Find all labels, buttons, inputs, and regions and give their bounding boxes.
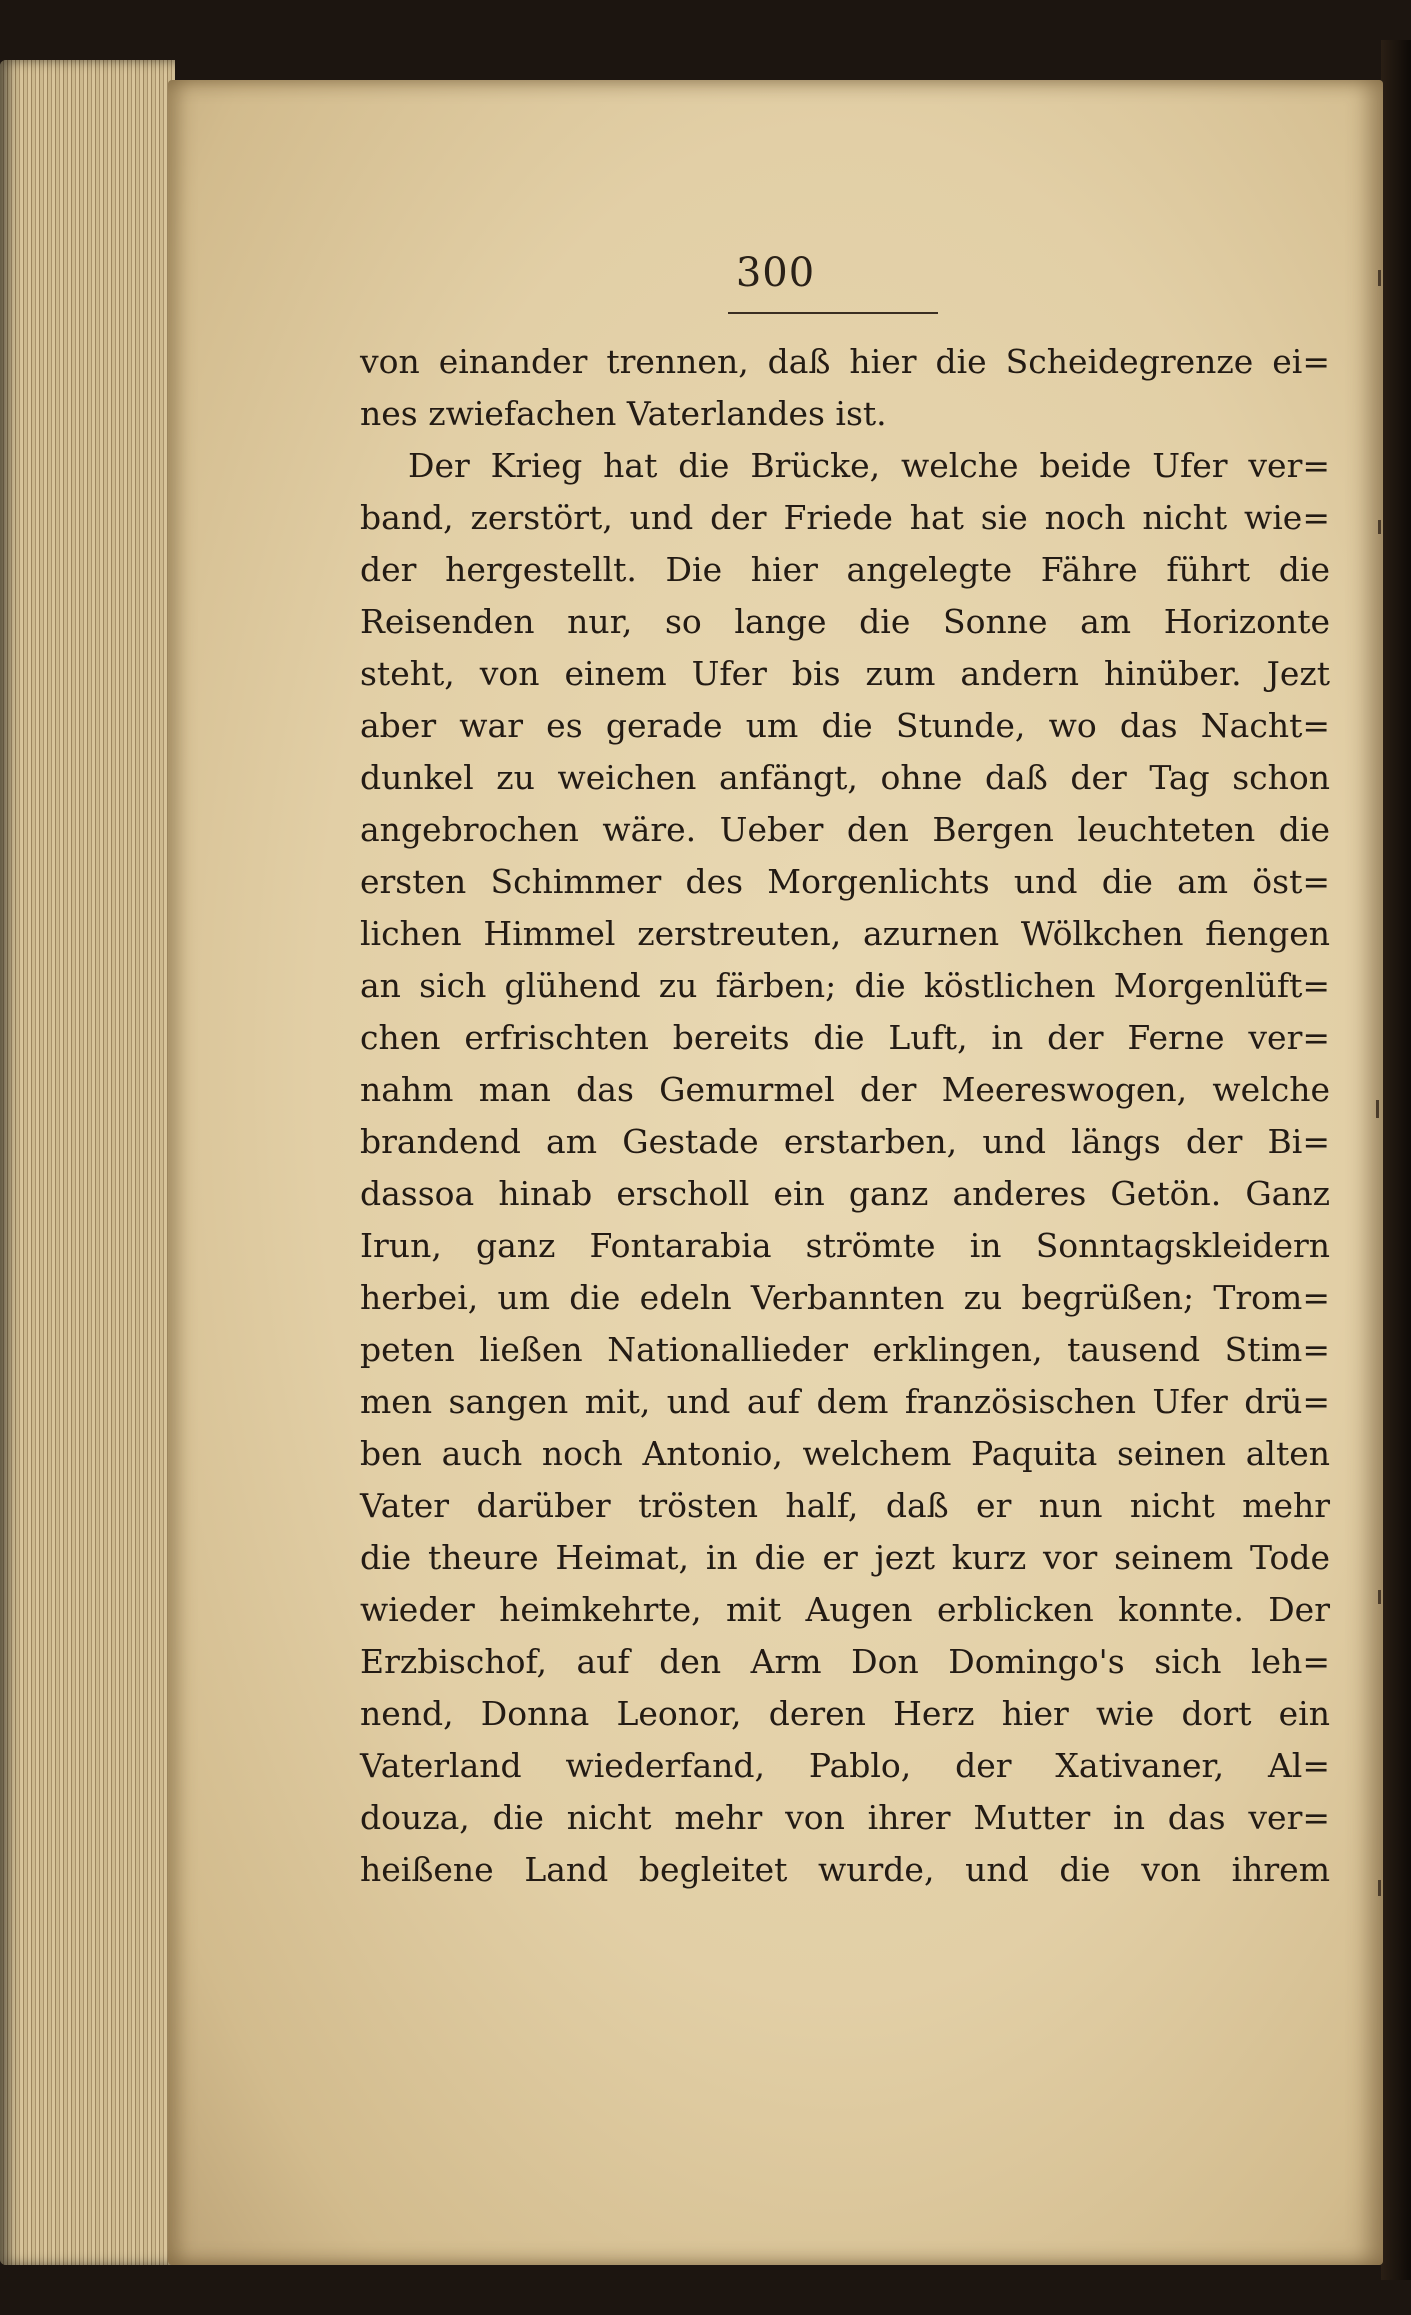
- text-line: peten ließen Nationallieder erklingen, tausend Stim=: [360, 1330, 1330, 1369]
- text-line: ersten Schimmer des Morgenlichts und die am öst=: [360, 862, 1330, 901]
- text-line: heißene Land begleitet wurde, und die von ihrem: [360, 1850, 1330, 1889]
- page-edges: [0, 60, 175, 2265]
- text-line: nend, Donna Leonor, deren Herz hier wie dort ein: [360, 1694, 1330, 1733]
- text-line: Reisenden nur, so lange die Sonne am Horizonte: [360, 602, 1330, 641]
- margin-mark: [1378, 520, 1381, 534]
- book-page: [168, 80, 1383, 2265]
- text-line: Erzbischof, auf den Arm Don Domingo's sich leh=: [360, 1642, 1330, 1681]
- text-line: Vater darüber trösten half, daß er nun nicht mehr: [360, 1486, 1330, 1525]
- text-line: dunkel zu weichen anfängt, ohne daß der Tag schon: [360, 758, 1330, 797]
- text-line: nes zwiefachen Vaterlandes ist.: [360, 394, 887, 433]
- text-line: aber war es gerade um die Stunde, wo das Nacht=: [360, 706, 1330, 745]
- text-line: angebrochen wäre. Ueber den Bergen leuchteten die: [360, 810, 1330, 849]
- text-line: douza, die nicht mehr von ihrer Mutter in das ver=: [360, 1798, 1330, 1837]
- text-line: lichen Himmel zerstreuten, azurnen Wölkchen fiengen: [360, 914, 1330, 953]
- text-line: von einander trennen, daß hier die Scheidegrenze ei=: [360, 342, 1330, 381]
- margin-mark: [1378, 1590, 1381, 1604]
- text-line: Irun, ganz Fontarabia strömte in Sonntagskleidern: [360, 1226, 1330, 1265]
- text-line: brandend am Gestade erstarben, und längs der Bi=: [360, 1122, 1330, 1161]
- text-line: Vaterland wiederfand, Pablo, der Xativaner, Al=: [360, 1746, 1330, 1785]
- text-line: der hergestellt. Die hier angelegte Fähre führt die: [360, 550, 1330, 589]
- margin-mark: [1378, 1880, 1381, 1896]
- book-binding: [1381, 40, 1411, 2280]
- body-text: [360, 336, 1330, 1896]
- page-number-text: 300: [735, 250, 816, 296]
- margin-mark: [1376, 1100, 1379, 1118]
- header-rule: [728, 312, 938, 314]
- text-line: die theure Heimat, in die er jezt kurz vor seinem Tode: [360, 1538, 1330, 1577]
- text-line: wieder heimkehrte, mit Augen erblicken konnte. Der: [360, 1590, 1330, 1629]
- text-line: Der Krieg hat die Brücke, welche beide Ufer ver=: [408, 446, 1330, 485]
- margin-mark: [1378, 270, 1381, 286]
- text-line: an sich glühend zu färben; die köstlichen Morgenlüft=: [360, 966, 1330, 1005]
- text-line: chen erfrischten bereits die Luft, in der Ferne ver=: [360, 1018, 1330, 1057]
- text-line: dassoa hinab erscholl ein ganz anderes Getön. Ganz: [360, 1174, 1330, 1213]
- text-line: herbei, um die edeln Verbannten zu begrüßen; Trom=: [360, 1278, 1330, 1317]
- text-line: band, zerstört, und der Friede hat sie noch nicht wie=: [360, 498, 1330, 537]
- text-line: steht, von einem Ufer bis zum andern hinüber. Jezt: [360, 654, 1330, 693]
- text-line: nahm man das Gemurmel der Meereswogen, welche: [360, 1070, 1330, 1109]
- page-number: [168, 250, 1383, 296]
- text-line: ben auch noch Antonio, welchem Paquita seinen alten: [360, 1434, 1330, 1473]
- text-line: men sangen mit, und auf dem französischen Ufer drü=: [360, 1382, 1330, 1421]
